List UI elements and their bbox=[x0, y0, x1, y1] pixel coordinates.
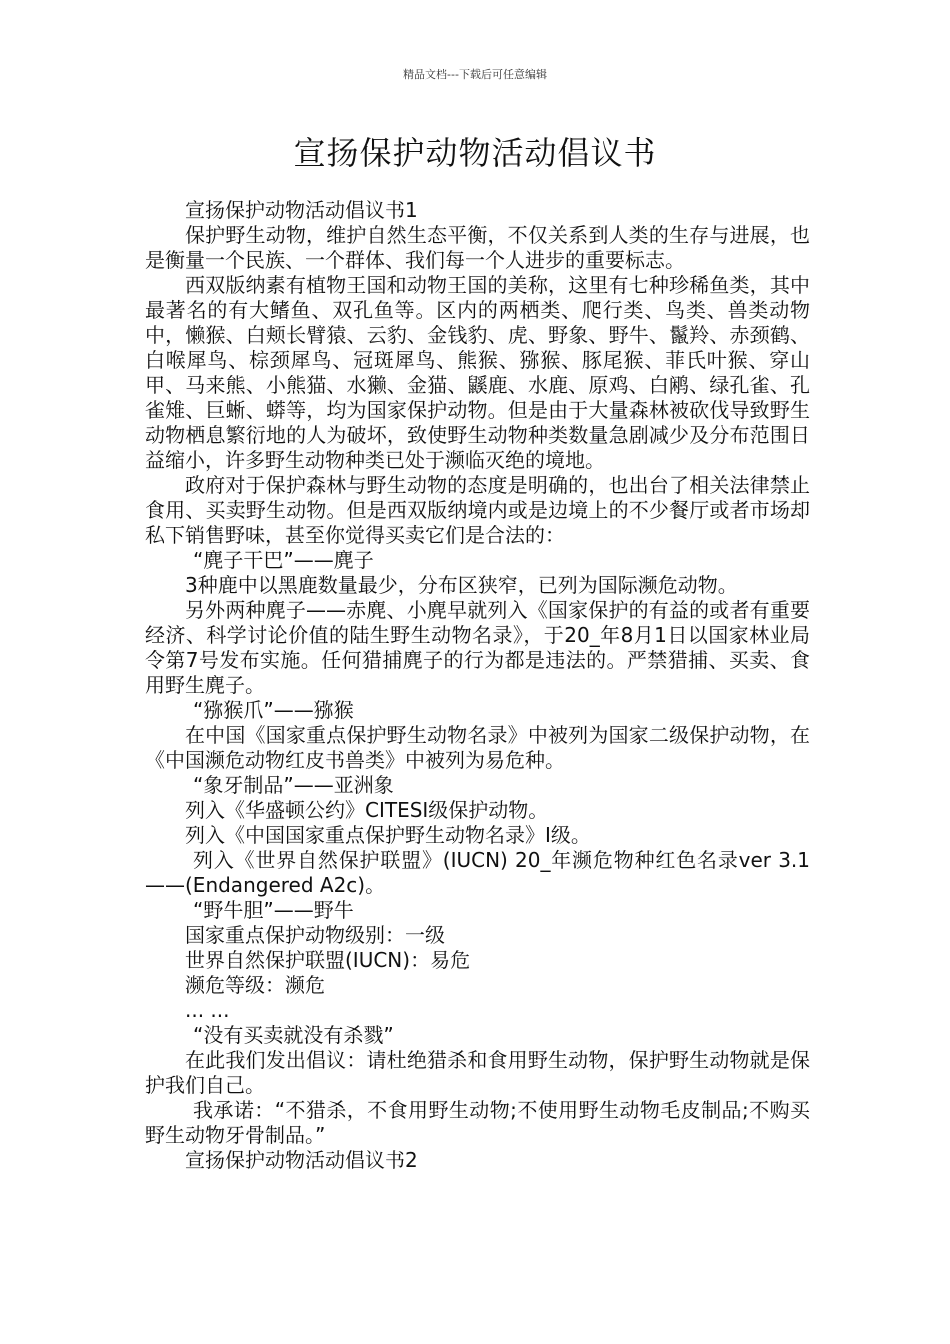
slogan: “没有买卖就没有杀戮” bbox=[193, 1023, 394, 1047]
paragraph: 列入《中国国家重点保护野生动物名录》Ⅰ级。 bbox=[185, 823, 591, 847]
section-heading: “野牛胆”——野牛 bbox=[193, 898, 354, 922]
document-title: 宣扬保护动物活动倡议书 bbox=[293, 134, 657, 172]
paragraph: 我承诺：“不猎杀，不食用野生动物;不使用野生动物毛皮制品;不购买野生动物牙骨制品。” bbox=[145, 1098, 810, 1147]
paragraph: 西双版纳素有植物王国和动物王国的美称，这里有七种珍稀鱼类，其中最著名的有大鳍鱼、双孔鱼等。区内的两栖类、爬行类、鸟类、兽类动物中，懒猴、白颊长臂猿、云豹、金钱豹、虎、野象、野牛、鬣羚、赤颈鹤、白喉犀鸟、棕颈犀鸟、冠斑犀鸟、熊猴、猕猴、豚尾猴、菲氏叶猴、穿山甲、马来熊、小熊猫、水獭、金猫、鼷鹿、水鹿、原鸡、白鹇、绿孔雀、孔雀雉、巨蜥、蟒等，均为国家保护动物。但是由于大量森林被砍伐导致野生动物栖息繁衍地的人为破坏，致使野生动物种类数量急剧减少及分布范围日益缩小，许多野生动物种类已处于濒临灭绝的境地。 bbox=[145, 273, 810, 472]
paragraph: 宣扬保护动物活动倡议书1 bbox=[185, 198, 418, 222]
header-note: 精品文档---下载后可任意编辑 bbox=[403, 68, 547, 81]
section-heading: “猕猴爪”——猕猴 bbox=[193, 698, 354, 722]
paragraph: 另外两种麂子——赤麂、小麂早就列入《国家保护的有益的或者有重要经济、科学讨论价值的陆生野生动物名录》，于20_年8月1日以国家林业局令第7号发布实施。任何猎捕麂子的行为都是违法的。严禁猎捕、买卖、食用野生麂子。 bbox=[145, 598, 810, 697]
document-body bbox=[145, 198, 810, 1173]
paragraph: 世界自然保护联盟(IUCN)：易危 bbox=[185, 948, 471, 972]
section-heading: “麂子干巴”——麂子 bbox=[193, 548, 374, 572]
paragraph: 列入《华盛顿公约》CITESⅠ级保护动物。 bbox=[185, 798, 549, 822]
paragraph: 在中国《国家重点保护野生动物名录》中被列为国家二级保护动物，在《中国濒危动物红皮书兽类》中被列为易危种。 bbox=[145, 723, 810, 772]
paragraph: 保护野生动物，维护自然生态平衡，不仅关系到人类的生存与进展，也是衡量一个民族、一个群体、我们每一个人进步的重要标志。 bbox=[145, 223, 810, 272]
paragraph: 政府对于保护森林与野生动物的态度是明确的，也出台了相关法律禁止食用、买卖野生动物。但是西双版纳境内或是边境上的不少餐厅或者市场却私下销售野味，甚至你觉得买卖它们是合法的： bbox=[145, 473, 810, 547]
section-heading: “象牙制品”——亚洲象 bbox=[193, 773, 394, 797]
paragraph: 国家重点保护动物级别：一级 bbox=[185, 923, 445, 947]
paragraph: 宣扬保护动物活动倡议书2 bbox=[185, 1148, 418, 1172]
paragraph: 在此我们发出倡议：请杜绝猎杀和食用野生动物，保护野生动物就是保护我们自己。 bbox=[145, 1048, 810, 1097]
paragraph: 列入《世界自然保护联盟》(IUCN) 20_年濒危物种红色名录ver 3.1——(Endangered A2c)。 bbox=[145, 848, 810, 897]
ellipsis: ... ... bbox=[185, 998, 230, 1022]
paragraph: 3种鹿中以黑鹿数量最少，分布区狭窄，已列为国际濒危动物。 bbox=[185, 573, 738, 597]
paragraph: 濒危等级：濒危 bbox=[185, 973, 325, 997]
